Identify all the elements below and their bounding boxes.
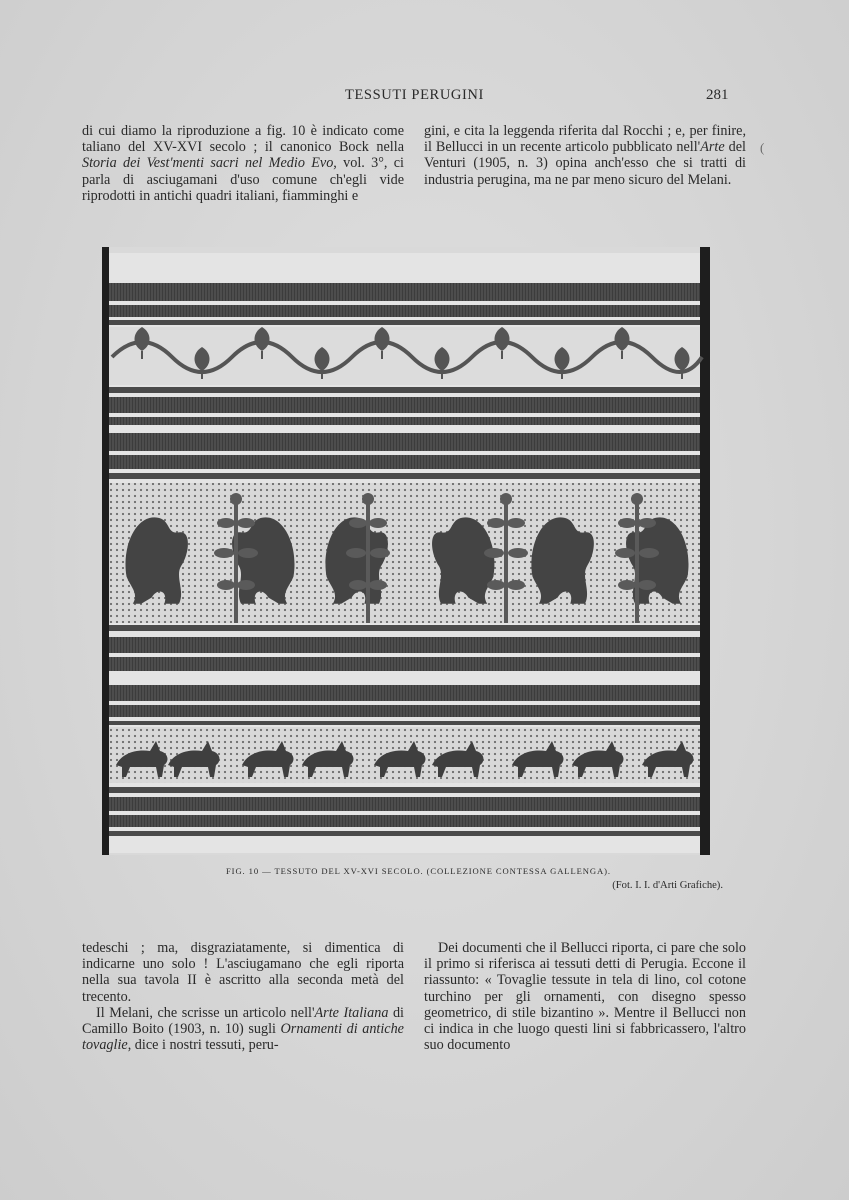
text-column-top-left <box>82 123 404 204</box>
italic-title: Ornamenti di antiche tovaglie <box>82 1021 404 1054</box>
text-run: gini, e cita la leggenda riferita dal Rocchi ; e, per finire, il Bellucci in un recente articolo pubblicato nell' <box>424 123 746 156</box>
italic-title: Arte <box>700 139 725 156</box>
text-run: Il Melani, che scrisse un articolo nell' <box>96 1004 315 1021</box>
vine-band <box>109 327 702 385</box>
figure-caption: FIG. 10 — TESSUTO DEL XV-XVI SECOLO. (COLLEZIONE CONTESSA GALLENGA). <box>226 866 611 876</box>
text-run: di Camillo Boito (1903, n. 10) sugli <box>82 1004 404 1038</box>
textile-figure-svg <box>102 247 710 855</box>
text-column-top-right <box>424 123 746 188</box>
paragraph <box>82 1005 404 1054</box>
text-column-bottom-right <box>424 940 746 1053</box>
textile-photograph <box>102 247 710 855</box>
stray-mark: ( <box>760 140 765 155</box>
italic-title: Arte Italiana <box>314 1004 389 1021</box>
paragraph <box>82 123 404 204</box>
running-title: TESSUTI PERUGINI <box>345 87 484 103</box>
animal-band-main <box>109 483 700 623</box>
text-run: , dice i nostri tessuti, peru- <box>127 1037 279 1054</box>
paragraph: tedeschi ; ma, disgraziatamente, si dimentica di indicarne uno solo ! L'asciugamano che egli riporta nella sua tavola II è ascritto alla seconda metà del trecento. <box>82 940 404 1005</box>
text-run: del Venturi (1905, n. 3) opina anch'esso che si tratti di industria perugina, ma ne par meno sicuro del Melani. <box>424 139 746 188</box>
stripe-group-upper-middle <box>109 387 700 479</box>
left-edge <box>102 247 109 855</box>
italic-title: Storia dei Vest'menti sacri nel Medio Evo <box>82 155 334 172</box>
text-run: di cui diamo la riproduzione a fig. 10 è indicato come taliano del XV-XVI secolo ; il canonico Bock nella <box>82 123 404 156</box>
paragraph: Dei documenti che il Bellucci riporta, ci pare che solo il primo si riferisca ai tessuti detti di Perugia. Eccone il riassunto: « Tovaglie tessute in tela di lino, col cotone turchino per gli ornamenti, con disegno spesso geometrico, di stile bizantino ». Mentre il Bellucci non ci indica in che luogo questi lini si fabbricassero, l'altro suo documento <box>424 940 746 1054</box>
running-header <box>0 87 849 109</box>
text-run: , vol. 3°, ci parla di asciugamani d'uso comune ch'egli vide riprodotti in antichi quadri italiani, fiamminghi e <box>82 155 405 204</box>
animal-band-small <box>109 727 700 783</box>
paragraph <box>424 123 746 188</box>
photo-credit: (Fot. I. I. d'Arti Grafiche). <box>612 880 723 891</box>
right-edge <box>700 247 710 855</box>
text-column-bottom-left <box>82 940 404 1053</box>
page-number: 281 <box>706 87 729 103</box>
